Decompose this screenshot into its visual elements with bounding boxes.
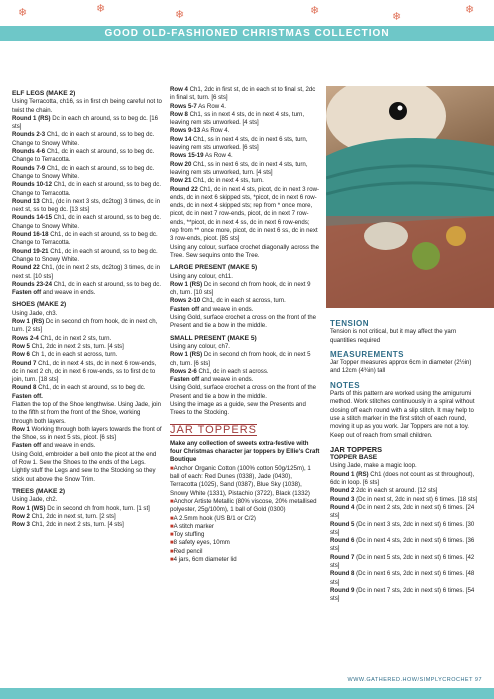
instruction-line <box>12 190 162 198</box>
instruction-line <box>12 384 162 392</box>
instruction-text: Ch1, dc in each st around, ss to beg dc. <box>48 231 158 239</box>
instruction-text: Ch1, (dc in next 2 sts, dc2tog) 3 times, dc in next st. [10 sts] <box>12 264 161 280</box>
instruction-line <box>170 152 320 160</box>
instruction-text: Using the image as a guide, sew the Presents and Trees to the Stocking. <box>170 400 306 417</box>
instruction-text: Ch1, dc in each st across, turn. <box>200 297 286 305</box>
instruction-text: As Row 4. <box>203 152 233 160</box>
materials-list-item: ■ A 2.5mm hook (US B/1 or C/2) <box>170 515 320 523</box>
instruction-label: Round 6 <box>330 537 355 545</box>
instruction-label: Rounds 4-6 <box>12 148 46 156</box>
instruction-line <box>330 504 482 521</box>
jar-toppers-intro: Make any collection of sweets extra-festive with four Christmas character jar toppers by Ellie's Craft Boutique <box>170 439 320 464</box>
instruction-line <box>12 426 162 443</box>
instruction-line <box>12 264 162 281</box>
page-footer-bar <box>0 688 494 699</box>
instruction-label: Rows 5-7 <box>170 102 197 110</box>
instruction-label: Row 21 <box>170 177 192 185</box>
instruction-text: Dc in second ch from hook, dc in next 9 ch, turn. [10 sts] <box>170 280 311 297</box>
instruction-text: Ch1, dc in next 4 sts, picot, dc in next 3 row-ends, dc in next 6 skipped sts, *picot, dc in next 6 row-ends, dc in next 4 skipped sts; rep from * once more, picot, dc in next 7 row-ends, picot, dc in next 7 row-ends, **picot, dc in next 4 ss, dc in next 6 row-ends; rep from ** once more, picot, dc in next 6 ss, dc in next 3 row-ends, picot. [85 sts] <box>170 185 320 243</box>
instruction-text: Ch1, dc in each st across. <box>196 367 269 375</box>
instruction-line <box>12 239 162 247</box>
instruction-line <box>330 471 482 488</box>
instruction-line <box>12 248 162 256</box>
instruction-label: Round 9 <box>330 586 355 594</box>
instruction-text: Change to Snowy White. <box>12 172 80 180</box>
instruction-label: Row 1 (RS) <box>12 318 45 326</box>
instruction-label: Row 1 (WS) <box>12 504 46 512</box>
instruction-text: Ch1, dc in each st around, ss to beg dc. <box>51 280 162 288</box>
instruction-line <box>170 86 320 103</box>
snowflake-icon: ❄ <box>465 4 475 16</box>
instruction-label: Row 6 <box>12 351 30 359</box>
instruction-label: Rows 2-4 <box>12 334 39 342</box>
instruction-label: Round 4 <box>330 503 355 511</box>
instruction-line <box>12 289 162 297</box>
instruction-text: Working through both layers towards the front of the Shoe, ss in next 5 sts, picot. [6 sts] <box>12 425 162 442</box>
banner-title: GOOD OLD-FASHIONED CHRISTMAS COLLECTION <box>104 28 390 39</box>
instruction-line <box>170 186 320 244</box>
instruction-line <box>170 376 320 384</box>
topper-base-heading: TOPPER BASE <box>330 454 378 462</box>
tension-heading: TENSION <box>330 319 370 328</box>
instruction-line <box>170 244 320 261</box>
snowflake-icon: ❄ <box>18 7 28 19</box>
page-banner <box>0 0 494 62</box>
instruction-text: and weave in ends. <box>199 376 254 384</box>
materials-list-item: ■ Red pencil <box>170 548 320 556</box>
instruction-text: As Row 4. <box>196 102 226 110</box>
notes-heading: NOTES <box>330 380 361 390</box>
instruction-label: Row 2 <box>12 512 30 520</box>
instruction-text: Ch1, dc in each st around, ss to beg dc. <box>45 131 155 139</box>
instruction-line <box>12 401 162 426</box>
jar-toppers-heading: JAR TOPPERS <box>330 444 383 454</box>
instruction-line <box>12 231 162 239</box>
instruction-label: Round 7 <box>12 359 37 367</box>
instruction-text: and weave in ends. <box>41 442 96 450</box>
section-heading: TREES (MAKE 2) <box>12 487 66 495</box>
instruction-line <box>12 223 162 231</box>
snowflake-icon: ❄ <box>310 5 320 17</box>
instruction-line <box>170 127 320 135</box>
instruction-label: Round 22 <box>12 264 40 272</box>
instruction-line <box>12 335 162 343</box>
instruction-line <box>12 198 162 215</box>
section-heading: LARGE PRESENT (MAKE 5) <box>170 264 258 272</box>
instruction-line <box>12 451 162 484</box>
instruction-text: Change to Snowy White. <box>12 139 80 147</box>
instruction-line <box>12 281 162 289</box>
instruction-label: Round 16-18 <box>12 231 49 239</box>
instruction-text: Ch1, ss in next 4 sts, dc in next 4 sts, turn, leaving rem sts unworked. [4 sts] <box>170 110 305 127</box>
instruction-line <box>12 521 162 529</box>
instruction-line <box>170 297 320 305</box>
instruction-label: Rounds 7-9 <box>12 164 46 172</box>
column-middle <box>170 86 320 564</box>
instruction-text: Using Gold, embroider a bell onto the picot at the end of Row 1. Sew the Shoes to the ends of the Legs. Lightly stuff the Legs and sew to the Stocking so they stick out above the Snow Trim. <box>12 450 157 483</box>
instruction-label: Round 2 <box>330 487 355 495</box>
instruction-line <box>12 505 162 513</box>
instruction-line <box>12 318 162 335</box>
section-heading: SHOES (MAKE 2) <box>12 301 67 309</box>
instruction-text: Ch1, (dc in next 3 sts, dc2tog) 3 times, dc in next st, ss to beg dc. [13 sts] <box>12 197 161 214</box>
instruction-line <box>12 214 162 222</box>
measurements-text: Jar Topper measures approx 6cm in diameter (2½in) and 12cm (4¾in) tall <box>330 359 472 375</box>
instruction-line <box>12 496 162 504</box>
jar-topper-photo <box>326 86 494 308</box>
instruction-line <box>12 140 162 148</box>
instruction-line <box>330 587 482 604</box>
instruction-text: Ch1, dc in each st around, ss to beg dc. <box>51 214 162 222</box>
instruction-line <box>170 314 320 331</box>
instruction-label: Row 1 (RS) <box>170 280 203 288</box>
instruction-label: Round 8 <box>330 570 355 578</box>
instruction-text: (Dc in next 4 sts, 2dc in next st) 6 times. [36 sts] <box>330 537 475 553</box>
instruction-line <box>12 148 162 156</box>
instruction-text: Ch1, 2dc in next st, turn. [2 sts] <box>29 512 116 520</box>
instruction-text: Ch1 (does not count as st throughout), 6dc in loop. [6 sts] <box>330 470 475 487</box>
instruction-text: and weave in ends. <box>41 289 96 297</box>
instruction-text: Change to Snowy White. <box>12 222 80 230</box>
section-heading: ELF LEGS (MAKE 2) <box>12 90 76 97</box>
instruction-text: (Dc in next 7 sts, 2dc in next st) 6 times. [54 sts] <box>330 586 475 603</box>
materials-list-item: ■ Anchor Organic Cotton (100% cotton 50g/125m), 1 ball of each: Red Dunes (0338), Jade (0430), Terracotta (1025), Sand (0387), Blue Sky (1038), Snowy White (1331), Pistachio (3722), Black (1332) <box>170 465 320 498</box>
materials-list-item: ■ 4 jars, 6cm diameter lid <box>170 556 320 564</box>
instruction-label: Rounds 2-3 <box>12 131 46 139</box>
instruction-label: Rounds 10-12 <box>12 181 52 189</box>
instruction-label: Round 22 <box>170 185 198 193</box>
jar-toppers-title: JAR TOPPERS <box>170 423 258 436</box>
instruction-label: Round 8 <box>12 384 37 392</box>
instruction-line <box>12 181 162 189</box>
instruction-text: (Dc in next 3 sts, 2dc in next st) 6 times. [30 sts] <box>330 520 475 536</box>
instruction-line <box>330 462 482 470</box>
instruction-text: Change to Terracotta. <box>12 156 71 164</box>
instruction-line <box>170 103 320 111</box>
instruction-text: Ch1, 2dc in next 2 sts, turn. [4 sts] <box>29 342 124 350</box>
instruction-text: Dc in second ch from hook, turn. [1 st] <box>45 504 150 512</box>
jar-topper-illustration <box>326 86 494 308</box>
instruction-label: Fasten off <box>170 376 200 384</box>
instruction-line <box>12 131 162 139</box>
instruction-label: Row 1 <box>12 425 30 433</box>
instruction-label: Fasten off. <box>12 392 43 400</box>
instruction-text: Change to Terracotta. <box>12 189 71 197</box>
instruction-text: (Dc in next 2 sts, 2dc in next st) 6 times. [24 sts] <box>330 503 475 520</box>
instruction-text: Using Jade, ch3. <box>12 309 58 317</box>
instruction-text: Ch1, dc in each st around, ss to beg dc. <box>48 247 158 255</box>
instruction-text: Using any colour, surface crochet diagonally across the Tree. Sew sequins onto the Tree. <box>170 243 320 259</box>
instruction-label: Round 5 <box>330 520 355 528</box>
instruction-label: Round 7 <box>330 553 355 561</box>
instruction-line <box>170 136 320 153</box>
instruction-text: Ch1, dc in each st around, ss to beg dc. <box>45 148 155 156</box>
instruction-line <box>330 496 482 504</box>
instruction-label: Fasten off <box>12 442 42 450</box>
instruction-text: Ch1, dc in next 2 sts, turn. <box>38 334 112 342</box>
column-right <box>330 314 482 604</box>
materials-list-item: ■ 8 safety eyes, 10mm <box>170 539 320 547</box>
instruction-label: Round 19-21 <box>12 247 49 255</box>
instruction-label: Row 20 <box>170 160 192 168</box>
tension-text: Tension is not critical, but it may affect the yarn quantities required <box>330 328 457 344</box>
instruction-line <box>12 165 162 173</box>
instruction-text: 2dc in each st around. [12 sts] <box>354 487 438 495</box>
instruction-label: Fasten off <box>12 289 42 297</box>
instruction-line <box>12 360 162 385</box>
instruction-text: Ch1, dc in each st around, ss to beg dc. <box>36 384 146 392</box>
instruction-label: Row 14 <box>170 135 192 143</box>
instruction-line <box>170 281 320 298</box>
instruction-text: Using any colour, ch7. <box>170 342 230 350</box>
instruction-line <box>12 115 162 132</box>
instruction-text: Ch1, dc in next 4 sts, turn. <box>191 177 264 185</box>
instruction-text: Ch1, 2dc in next 2 sts, turn. [4 sts] <box>29 521 124 529</box>
instruction-text: and weave in ends. <box>199 305 254 313</box>
instruction-text: Ch1, dc in each st around, ss to beg dc. <box>51 181 162 189</box>
instruction-text: (Dc in next st, 2dc in next st) 6 times. [18 sts] <box>354 495 478 503</box>
instruction-label: Round 13 <box>12 197 40 205</box>
instruction-line <box>330 554 482 571</box>
instruction-text: As Row 4. <box>200 127 230 135</box>
instruction-text: Flatten the top of the Shoe lengthwise. Using Jade, join to the fifth st from the front of the Shoe, working through both layers. <box>12 400 162 425</box>
instruction-text: Using Gold, surface crochet a cross on the front of the Present and tie a bow in the middle. <box>170 384 316 400</box>
instruction-label: Row 4 <box>170 86 188 93</box>
instruction-line <box>12 351 162 359</box>
instruction-line <box>170 306 320 314</box>
instruction-line <box>170 384 320 401</box>
notes-text: Parts of this pattern are worked using the amigurumi method. Work stitches continuously in a spiral without closing off each round with a slip stitch. It may help to use a stitch marker in the first stitch of each round, moving it up as you work. Jar Toppers are not a toy. Keep out of reach from small children. <box>330 390 475 439</box>
instruction-text: Using Jade, make a magic loop. <box>330 462 417 470</box>
instruction-line <box>330 487 482 495</box>
materials-list-item: ■ Anchor Artiste Metallic (80% viscose, 20% metallised polyester, 25g/100m), 1 ball of Gold (0300) <box>170 498 320 515</box>
materials-list-item: ■ A stitch marker <box>170 523 320 531</box>
instruction-text: Ch1, ss in next 6 sts, dc in next 4 sts, turn, leaving rem sts unworked, turn. [4 sts] <box>170 160 308 176</box>
instruction-label: Rows 2-6 <box>170 367 197 375</box>
instruction-label: Row 8 <box>170 110 188 118</box>
instruction-line <box>330 537 482 554</box>
instruction-text: Ch1, dc in each st around, ss to beg dc. <box>45 164 155 172</box>
instruction-line <box>12 393 162 401</box>
measurements-heading: MEASUREMENTS <box>330 349 405 359</box>
instruction-line <box>12 343 162 351</box>
snowflake-icon: ❄ <box>175 9 185 21</box>
instruction-text: Dc in second ch from hook, dc in next 5 ch, turn. [6 sts] <box>170 351 311 367</box>
instruction-line <box>12 98 162 115</box>
instruction-label: Row 5 <box>12 342 30 350</box>
instruction-text: Ch 1, dc in each st across, turn. <box>29 351 118 359</box>
instruction-line <box>170 343 320 351</box>
instruction-line <box>170 351 320 368</box>
instruction-label: Round 1 (RS) <box>12 114 51 122</box>
instruction-line <box>330 521 482 538</box>
instruction-text: (Dc in next 6 sts, 2dc in next st) 6 times. [48 sts] <box>330 570 475 586</box>
instruction-text: Change to Terracotta. <box>12 239 71 247</box>
instruction-line <box>12 513 162 521</box>
instruction-line <box>170 273 320 281</box>
section-heading: SMALL PRESENT (MAKE 5) <box>170 334 257 342</box>
instruction-text: Using Gold, surface crochet a cross on the front of the Present and tie a bow in the middle. <box>170 314 316 330</box>
snowflake-icon: ❄ <box>392 11 402 23</box>
instruction-label: Rows 15-19 <box>170 152 204 160</box>
instruction-text: Using any colour, ch11. <box>170 272 233 280</box>
instruction-label: Round 3 <box>330 495 355 503</box>
instruction-line <box>330 570 482 587</box>
materials-list-item: ■ Toy stuffing <box>170 531 320 539</box>
instruction-label: Round 1 (RS) <box>330 470 369 478</box>
footer-text: WWW.GATHERED.HOW/SIMPLYCROCHET 97 <box>347 677 482 683</box>
instruction-line <box>170 161 320 178</box>
instruction-line <box>170 368 320 376</box>
instruction-label: Rows 9-13 <box>170 127 201 135</box>
instruction-text: Ch1, ss in next 4 sts, dc in next 6 sts, turn, leaving rem sts unworked. [6 sts] <box>170 135 308 152</box>
instruction-label: Fasten off <box>170 305 200 313</box>
topper-base-instructions <box>330 462 482 603</box>
instruction-text: Using Terracotta, ch16, ss in first ch being careful not to twist the chain. <box>12 98 162 114</box>
instruction-text: (Dc in next 5 sts, 2dc in next st) 6 times. [42 sts] <box>330 553 475 570</box>
instruction-label: Row 1 (RS) <box>170 351 203 359</box>
instruction-line <box>170 401 320 418</box>
instruction-text: Ch1, dc in next 4 sts, dc in next 6 row-ends, dc in next 2 ch, dc in next 6 row-ends, ss to first dc to join, turn. [18 sts] <box>12 359 157 384</box>
column-left <box>12 86 162 529</box>
instruction-line <box>12 173 162 181</box>
instruction-line <box>12 156 162 164</box>
instruction-label: Row 3 <box>12 521 30 529</box>
snowflake-icon: ❄ <box>96 3 106 15</box>
instruction-text: Dc in each ch around, ss to beg dc. [16 sts] <box>12 114 158 131</box>
instruction-label: Rounds 14-15 <box>12 214 52 222</box>
instruction-text: Using Jade, ch2. <box>12 496 58 504</box>
instruction-line <box>12 256 162 264</box>
instruction-line <box>12 442 162 450</box>
instruction-label: Rounds 23-24 <box>12 280 52 288</box>
instruction-text: Change to Snowy White. <box>12 255 80 263</box>
instruction-label: Rows 2-10 <box>170 297 201 305</box>
instruction-text: Dc in second ch from hook, dc in next ch, turn. [2 sts] <box>12 318 158 334</box>
instruction-line <box>170 177 320 185</box>
instruction-text: Ch1, 2dc in first st, dc in each st to final st, 2dc in final st, turn. [6 sts] <box>170 86 316 102</box>
instruction-line <box>12 310 162 318</box>
instruction-line <box>170 111 320 128</box>
